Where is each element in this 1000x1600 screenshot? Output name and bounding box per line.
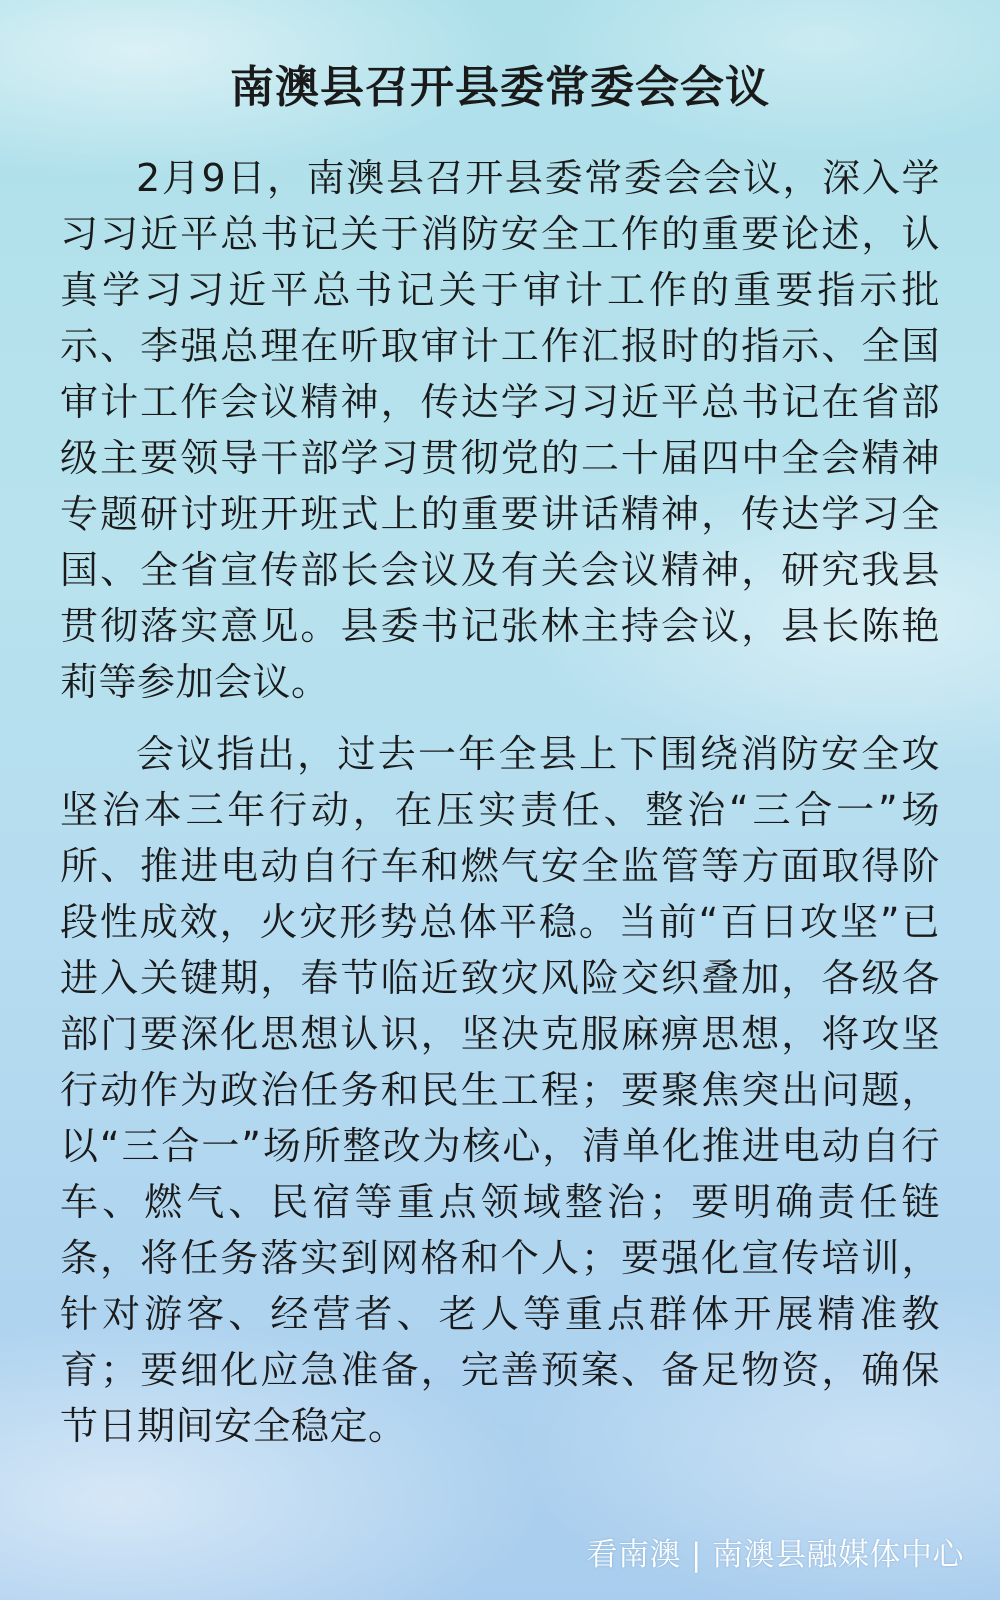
article-paragraph: 会议指出，过去一年全县上下围绕消防安全攻坚治本三年行动，在压实责任、整治“三合一”场所、推进电动自行车和燃气安全监管等方面取得阶段性成效，火灾形势总体平稳。当前“百日攻坚”已进入关键期，春节临近致灾风险交织叠加，各级各部门要深化思想认识，坚决克服麻痹思想，将攻坚行动作为政治任务和民生工程；要聚焦突出问题，以“三合一”场所整改为核心，清单化推进电动自行车、燃气、民宿等重点领域整治；要明确责任链条，将任务落实到网格和个人；要强化宣传培训，针对游客、经营者、老人等重点群体开展精准教育；要细化应急准备，完善预案、备足物资，确保节日期间安全稳定。	[60, 732, 940, 1448]
source-credit	[587, 1529, 964, 1574]
article-paragraph: 2月9日，南澳县召开县委常委会会议，深入学习习近平总书记关于消防安全工作的重要论述，认真学习习近平总书记关于审计工作的重要指示批示、李强总理在听取审计工作汇报时的指示、全国审计工作会议精神，传达学习习近平总书记在省部级主要领导干部学习贯彻党的二十届四中全会精神专题研讨班开班式上的重要讲话精神，传达学习全国、全省宣传部长会议及有关会议精神，研究我县贯彻落实意见。县委书记张林主持会议，县长陈艳莉等参加会议。	[60, 156, 940, 704]
article-title: 南澳县召开县委常委会会议	[230, 62, 770, 113]
article-body	[60, 150, 940, 1454]
source-channel: 看南澳	[586, 1537, 682, 1573]
source-organization: 南澳县融媒体中心	[712, 1537, 964, 1573]
source-separator: |	[691, 1537, 702, 1573]
